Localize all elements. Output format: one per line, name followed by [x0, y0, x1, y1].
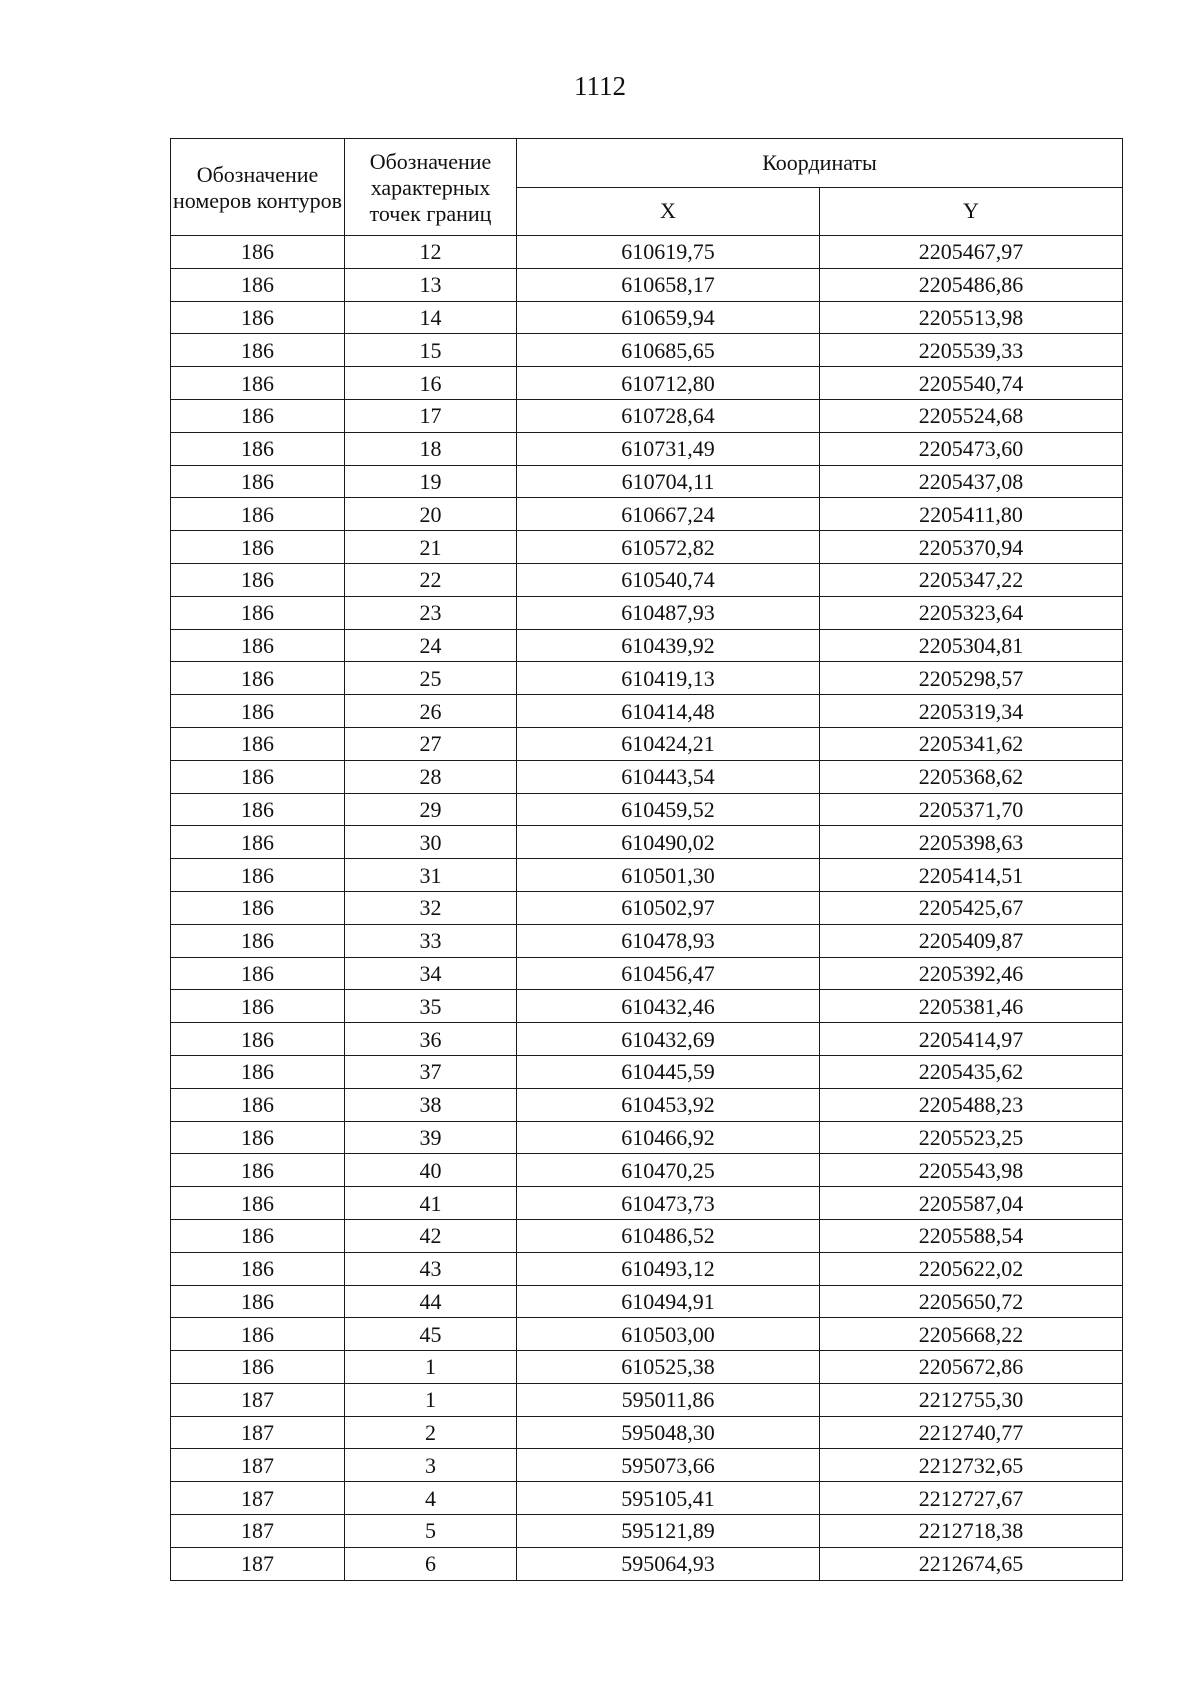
- cell-y: 2205513,98: [820, 301, 1123, 334]
- cell-point: 44: [345, 1285, 517, 1318]
- cell-x: 610731,49: [517, 432, 820, 465]
- cell-x: 595073,66: [517, 1449, 820, 1482]
- table-row: [171, 1515, 1123, 1548]
- cell-x: 610704,11: [517, 465, 820, 498]
- table-row: [171, 1383, 1123, 1416]
- cell-contour: 186: [171, 1219, 345, 1252]
- cell-point: 34: [345, 957, 517, 990]
- table-row: [171, 793, 1123, 826]
- cell-point: 29: [345, 793, 517, 826]
- table-row: [171, 1219, 1123, 1252]
- table-row: [171, 891, 1123, 924]
- table-row: [171, 498, 1123, 531]
- cell-contour: 186: [171, 1121, 345, 1154]
- cell-point: 1: [345, 1351, 517, 1384]
- cell-point: 32: [345, 891, 517, 924]
- cell-x: 610494,91: [517, 1285, 820, 1318]
- cell-y: 2205523,25: [820, 1121, 1123, 1154]
- cell-y: 2205368,62: [820, 760, 1123, 793]
- cell-contour: 186: [171, 793, 345, 826]
- cell-contour: 187: [171, 1416, 345, 1449]
- cell-contour: 186: [171, 662, 345, 695]
- cell-point: 18: [345, 432, 517, 465]
- cell-y: 2205398,63: [820, 826, 1123, 859]
- header-boundary-points: Обозначение характерных точек границ: [345, 139, 517, 236]
- cell-point: 41: [345, 1187, 517, 1220]
- table-row: [171, 1088, 1123, 1121]
- cell-y: 2205668,22: [820, 1318, 1123, 1351]
- cell-x: 610728,64: [517, 399, 820, 432]
- cell-x: 595064,93: [517, 1547, 820, 1580]
- cell-x: 610487,93: [517, 596, 820, 629]
- cell-x: 610432,69: [517, 1023, 820, 1056]
- cell-contour: 186: [171, 760, 345, 793]
- cell-point: 17: [345, 399, 517, 432]
- cell-point: 19: [345, 465, 517, 498]
- table-row: [171, 662, 1123, 695]
- cell-y: 2205392,46: [820, 957, 1123, 990]
- cell-x: 610490,02: [517, 826, 820, 859]
- cell-point: 14: [345, 301, 517, 334]
- cell-y: 2205473,60: [820, 432, 1123, 465]
- table-row: [171, 367, 1123, 400]
- cell-y: 2205437,08: [820, 465, 1123, 498]
- cell-contour: 186: [171, 563, 345, 596]
- cell-contour: 186: [171, 924, 345, 957]
- cell-point: 37: [345, 1055, 517, 1088]
- cell-y: 2205425,67: [820, 891, 1123, 924]
- cell-point: 31: [345, 859, 517, 892]
- cell-y: 2212727,67: [820, 1482, 1123, 1515]
- cell-y: 2205381,46: [820, 990, 1123, 1023]
- table-row: [171, 563, 1123, 596]
- table-row: [171, 990, 1123, 1023]
- cell-point: 15: [345, 334, 517, 367]
- table-row: [171, 531, 1123, 564]
- cell-contour: 186: [171, 1187, 345, 1220]
- cell-x: 610572,82: [517, 531, 820, 564]
- cell-x: 610501,30: [517, 859, 820, 892]
- cell-contour: 186: [171, 1055, 345, 1088]
- cell-contour: 186: [171, 1088, 345, 1121]
- cell-x: 595121,89: [517, 1515, 820, 1548]
- cell-contour: 186: [171, 367, 345, 400]
- cell-x: 610473,73: [517, 1187, 820, 1220]
- table-row: [171, 1351, 1123, 1384]
- cell-y: 2205622,02: [820, 1252, 1123, 1285]
- cell-contour: 186: [171, 629, 345, 662]
- cell-y: 2205587,04: [820, 1187, 1123, 1220]
- cell-contour: 187: [171, 1482, 345, 1515]
- cell-contour: 186: [171, 1351, 345, 1384]
- table-row: [171, 1252, 1123, 1285]
- cell-contour: 186: [171, 498, 345, 531]
- cell-y: 2205304,81: [820, 629, 1123, 662]
- cell-point: 23: [345, 596, 517, 629]
- cell-point: 26: [345, 695, 517, 728]
- cell-y: 2205650,72: [820, 1285, 1123, 1318]
- header-x: X: [517, 187, 820, 236]
- cell-x: 610470,25: [517, 1154, 820, 1187]
- cell-contour: 186: [171, 531, 345, 564]
- cell-x: 610659,94: [517, 301, 820, 334]
- cell-point: 5: [345, 1515, 517, 1548]
- table-row: [171, 1154, 1123, 1187]
- table-row: [171, 629, 1123, 662]
- cell-point: 21: [345, 531, 517, 564]
- table-row: [171, 465, 1123, 498]
- cell-x: 610445,59: [517, 1055, 820, 1088]
- table-row: [171, 1285, 1123, 1318]
- cell-y: 2205543,98: [820, 1154, 1123, 1187]
- cell-point: 30: [345, 826, 517, 859]
- cell-x: 610466,92: [517, 1121, 820, 1154]
- cell-point: 6: [345, 1547, 517, 1580]
- table-row: [171, 236, 1123, 269]
- cell-contour: 186: [171, 399, 345, 432]
- table-row: [171, 1187, 1123, 1220]
- cell-contour: 186: [171, 301, 345, 334]
- header-contour-numbers: Обозначение номеров контуров: [171, 139, 345, 236]
- cell-contour: 187: [171, 1515, 345, 1548]
- cell-contour: 186: [171, 236, 345, 269]
- cell-point: 35: [345, 990, 517, 1023]
- cell-x: 610658,17: [517, 268, 820, 301]
- cell-y: 2212740,77: [820, 1416, 1123, 1449]
- cell-point: 33: [345, 924, 517, 957]
- cell-x: 610667,24: [517, 498, 820, 531]
- cell-point: 22: [345, 563, 517, 596]
- cell-y: 2205347,22: [820, 563, 1123, 596]
- table-row: [171, 334, 1123, 367]
- cell-contour: 186: [171, 891, 345, 924]
- table-row: [171, 826, 1123, 859]
- cell-y: 2212674,65: [820, 1547, 1123, 1580]
- cell-point: 45: [345, 1318, 517, 1351]
- cell-contour: 186: [171, 826, 345, 859]
- cell-x: 610478,93: [517, 924, 820, 957]
- cell-contour: 186: [171, 432, 345, 465]
- cell-contour: 186: [171, 727, 345, 760]
- cell-point: 25: [345, 662, 517, 695]
- cell-y: 2205298,57: [820, 662, 1123, 695]
- cell-contour: 186: [171, 859, 345, 892]
- cell-contour: 186: [171, 268, 345, 301]
- cell-y: 2205486,86: [820, 268, 1123, 301]
- cell-y: 2205672,86: [820, 1351, 1123, 1384]
- cell-x: 595048,30: [517, 1416, 820, 1449]
- cell-x: 610453,92: [517, 1088, 820, 1121]
- cell-y: 2212718,38: [820, 1515, 1123, 1548]
- table-row: [171, 1482, 1123, 1515]
- table-row: [171, 760, 1123, 793]
- cell-point: 43: [345, 1252, 517, 1285]
- table-row: [171, 432, 1123, 465]
- cell-x: 610685,65: [517, 334, 820, 367]
- table-row: [171, 1547, 1123, 1580]
- cell-y: 2205319,34: [820, 695, 1123, 728]
- cell-x: 610619,75: [517, 236, 820, 269]
- cell-contour: 186: [171, 695, 345, 728]
- cell-x: 610525,38: [517, 1351, 820, 1384]
- table-row: [171, 957, 1123, 990]
- cell-y: 2205341,62: [820, 727, 1123, 760]
- cell-x: 610459,52: [517, 793, 820, 826]
- cell-x: 610432,46: [517, 990, 820, 1023]
- header-coordinates: Координаты: [517, 139, 1123, 188]
- cell-contour: 186: [171, 957, 345, 990]
- cell-point: 2: [345, 1416, 517, 1449]
- cell-x: 610424,21: [517, 727, 820, 760]
- cell-y: 2212755,30: [820, 1383, 1123, 1416]
- table-row: [171, 1449, 1123, 1482]
- cell-point: 1: [345, 1383, 517, 1416]
- cell-x: 610493,12: [517, 1252, 820, 1285]
- table-row: [171, 695, 1123, 728]
- cell-point: 28: [345, 760, 517, 793]
- cell-point: 40: [345, 1154, 517, 1187]
- cell-y: 2212732,65: [820, 1449, 1123, 1482]
- cell-point: 13: [345, 268, 517, 301]
- table-row: [171, 268, 1123, 301]
- table-row: [171, 301, 1123, 334]
- table-row: [171, 1121, 1123, 1154]
- cell-point: 4: [345, 1482, 517, 1515]
- cell-point: 16: [345, 367, 517, 400]
- table-body: [171, 236, 1123, 1581]
- cell-point: 42: [345, 1219, 517, 1252]
- cell-contour: 186: [171, 1154, 345, 1187]
- cell-x: 610540,74: [517, 563, 820, 596]
- cell-point: 12: [345, 236, 517, 269]
- cell-point: 24: [345, 629, 517, 662]
- cell-x: 610414,48: [517, 695, 820, 728]
- cell-contour: 187: [171, 1383, 345, 1416]
- cell-contour: 186: [171, 1318, 345, 1351]
- table-row: [171, 1416, 1123, 1449]
- cell-y: 2205411,80: [820, 498, 1123, 531]
- cell-contour: 186: [171, 1252, 345, 1285]
- cell-x: 610443,54: [517, 760, 820, 793]
- cell-y: 2205409,87: [820, 924, 1123, 957]
- cell-point: 36: [345, 1023, 517, 1056]
- table-row: [171, 399, 1123, 432]
- table-row: [171, 596, 1123, 629]
- table-header: [171, 139, 1123, 236]
- cell-contour: 186: [171, 1285, 345, 1318]
- table-row: [171, 859, 1123, 892]
- cell-y: 2205524,68: [820, 399, 1123, 432]
- cell-x: 610419,13: [517, 662, 820, 695]
- cell-y: 2205371,70: [820, 793, 1123, 826]
- table-row: [171, 1318, 1123, 1351]
- table-row: [171, 1055, 1123, 1088]
- cell-contour: 187: [171, 1547, 345, 1580]
- cell-x: 610456,47: [517, 957, 820, 990]
- cell-x: 595105,41: [517, 1482, 820, 1515]
- cell-x: 610712,80: [517, 367, 820, 400]
- header-y: Y: [820, 187, 1123, 236]
- cell-y: 2205414,97: [820, 1023, 1123, 1056]
- table-row: [171, 1023, 1123, 1056]
- table-row: [171, 727, 1123, 760]
- cell-y: 2205435,62: [820, 1055, 1123, 1088]
- cell-y: 2205488,23: [820, 1088, 1123, 1121]
- cell-y: 2205370,94: [820, 531, 1123, 564]
- cell-y: 2205588,54: [820, 1219, 1123, 1252]
- cell-point: 3: [345, 1449, 517, 1482]
- cell-y: 2205539,33: [820, 334, 1123, 367]
- cell-point: 20: [345, 498, 517, 531]
- cell-x: 610502,97: [517, 891, 820, 924]
- cell-point: 38: [345, 1088, 517, 1121]
- cell-contour: 186: [171, 334, 345, 367]
- cell-contour: 186: [171, 990, 345, 1023]
- cell-contour: 186: [171, 1023, 345, 1056]
- cell-x: 595011,86: [517, 1383, 820, 1416]
- cell-y: 2205414,51: [820, 859, 1123, 892]
- cell-contour: 187: [171, 1449, 345, 1482]
- cell-point: 27: [345, 727, 517, 760]
- coordinates-table: [170, 138, 1123, 1581]
- cell-y: 2205540,74: [820, 367, 1123, 400]
- cell-y: 2205323,64: [820, 596, 1123, 629]
- page-number: 1112: [574, 71, 626, 101]
- cell-x: 610503,00: [517, 1318, 820, 1351]
- table-row: [171, 924, 1123, 957]
- cell-y: 2205467,97: [820, 236, 1123, 269]
- cell-contour: 186: [171, 596, 345, 629]
- cell-point: 39: [345, 1121, 517, 1154]
- cell-contour: 186: [171, 465, 345, 498]
- cell-x: 610486,52: [517, 1219, 820, 1252]
- cell-x: 610439,92: [517, 629, 820, 662]
